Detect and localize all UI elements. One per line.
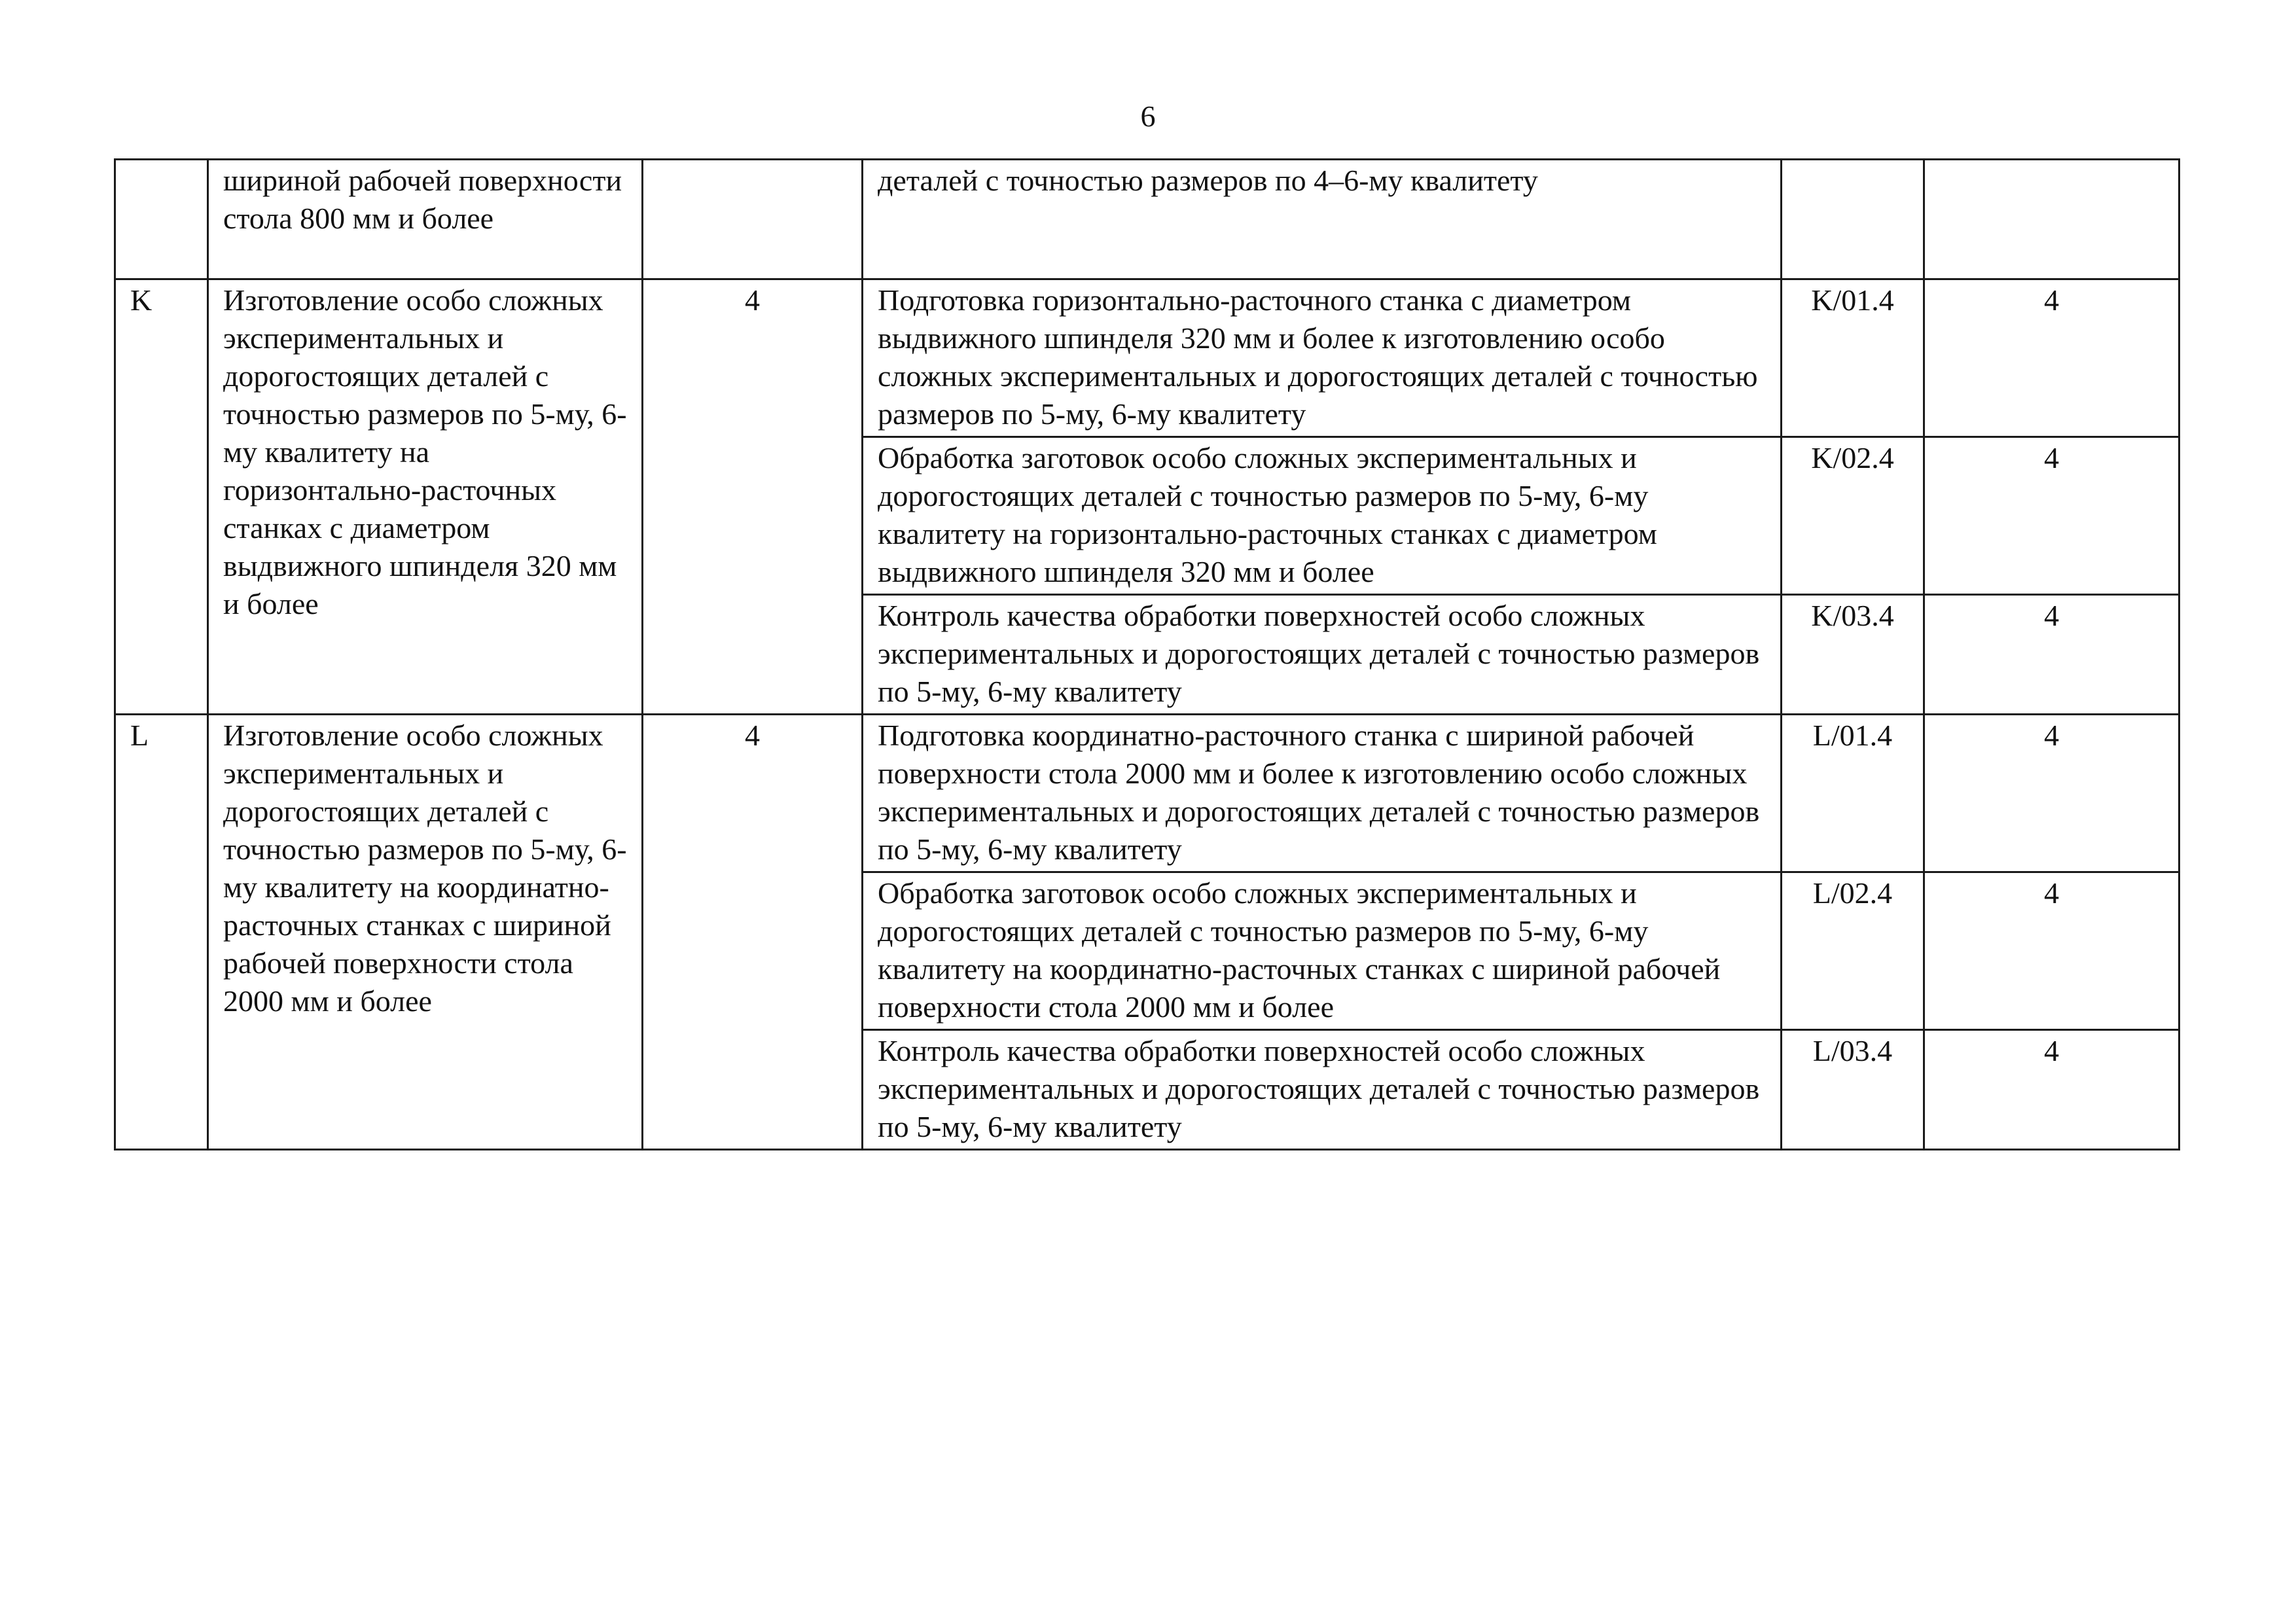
labor-function-code-cell: K/03.4 [1782, 595, 1924, 715]
labor-function-code-cell: K/02.4 [1782, 437, 1924, 595]
functions-table [114, 158, 2180, 1150]
labor-function-name-cell: деталей с точностью размеров по 4–6-му квалитету [863, 160, 1782, 279]
labor-function-name-cell: Обработка заготовок особо сложных экспериментальных и дорогостоящих деталей с точностью размеров по 5-му, 6-му квалитету на горизонтально-расточных станках с диаметром выдвижного шпинделя 320 мм и более [863, 437, 1782, 595]
table-row [115, 279, 2179, 437]
labor-function-level-cell: 4 [1924, 437, 2179, 595]
labor-function-level-cell: 4 [1924, 715, 2179, 872]
generalized-function-code-cell: L [115, 715, 208, 1150]
labor-function-level-cell: 4 [1924, 279, 2179, 437]
generalized-function-name-cell: Изготовление особо сложных экспериментальных и дорогостоящих деталей с точностью размеров по 5-му, 6-му квалитету на координатно-расточных станках с шириной рабочей поверхности стола 2000 мм и более [208, 715, 643, 1150]
labor-function-level-cell: 4 [1924, 872, 2179, 1030]
generalized-function-code-cell: K [115, 279, 208, 715]
generalized-function-name-cell: Изготовление особо сложных экспериментальных и дорогостоящих деталей с точностью размеров по 5-му, 6-му квалитету на горизонтально-расточных станках с диаметром выдвижного шпинделя 320 мм и более [208, 279, 643, 715]
labor-function-level-cell: 4 [1924, 595, 2179, 715]
qualification-level-cell: 4 [643, 279, 863, 715]
qualification-level-cell [643, 160, 863, 279]
labor-function-level-cell [1924, 160, 2179, 279]
table-row-continuation [115, 160, 2179, 279]
table-row [115, 715, 2179, 872]
qualification-level-cell: 4 [643, 715, 863, 1150]
labor-function-code-cell: L/02.4 [1782, 872, 1924, 1030]
labor-function-code-cell: L/01.4 [1782, 715, 1924, 872]
labor-function-code-cell: K/01.4 [1782, 279, 1924, 437]
labor-function-name-cell: Контроль качества обработки поверхностей особо сложных экспериментальных и дорогостоящих деталей с точностью размеров по 5-му, 6-му квалитету [863, 595, 1782, 715]
labor-function-code-cell: L/03.4 [1782, 1030, 1924, 1150]
labor-function-name-cell: Подготовка горизонтально-расточного станка с диаметром выдвижного шпинделя 320 мм и более к изготовлению особо сложных экспериментальных и дорогостоящих деталей с точностью размеров по 5-му, 6-му квалитету [863, 279, 1782, 437]
labor-function-level-cell: 4 [1924, 1030, 2179, 1150]
generalized-function-name-cell: шириной рабочей поверхности стола 800 мм и более [208, 160, 643, 279]
labor-function-code-cell [1782, 160, 1924, 279]
labor-function-name-cell: Обработка заготовок особо сложных экспериментальных и дорогостоящих деталей с точностью размеров по 5-му, 6-му квалитету на координатно-расточных станках с шириной рабочей поверхности стола 2000 мм и более [863, 872, 1782, 1030]
labor-function-name-cell: Подготовка координатно-расточного станка с шириной рабочей поверхности стола 2000 мм и более к изготовлению особо сложных экспериментальных и дорогостоящих деталей с точностью размеров по 5-му, 6-му квалитету [863, 715, 1782, 872]
page-number: 6 [1140, 99, 1156, 133]
labor-function-name-cell: Контроль качества обработки поверхностей особо сложных экспериментальных и дорогостоящих деталей с точностью размеров по 5-му, 6-му квалитету [863, 1030, 1782, 1150]
generalized-function-code-cell [115, 160, 208, 279]
